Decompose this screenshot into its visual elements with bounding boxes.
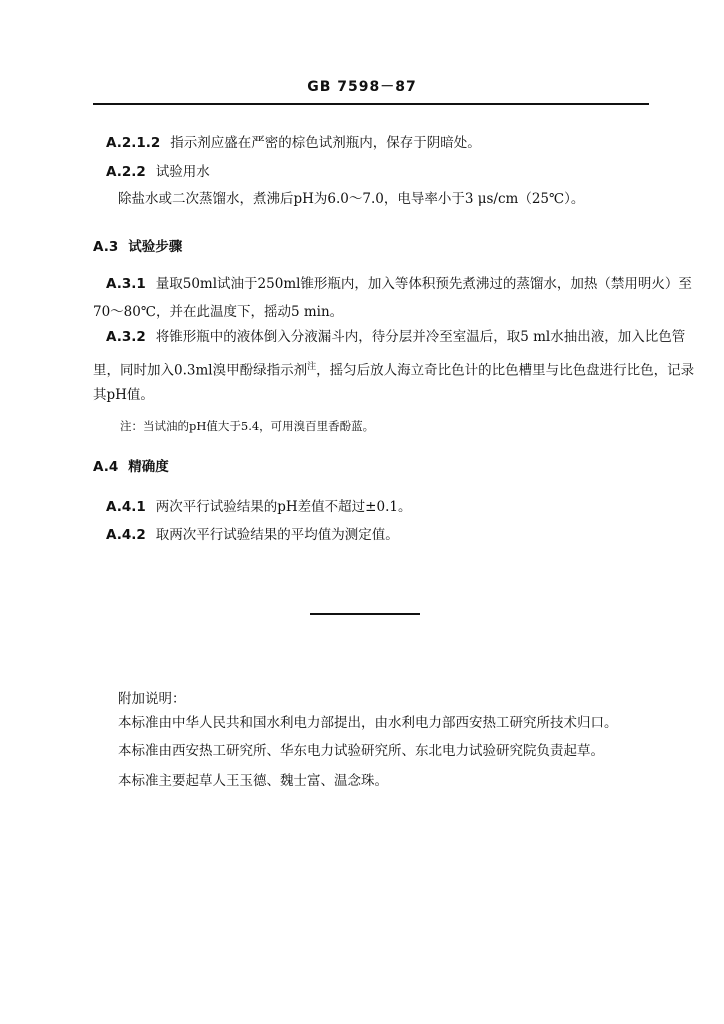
appendix-line: 本标准由中华人民共和国水利电力部提出，由水利电力部西安热工研究所技术归口。 [118, 715, 618, 731]
appendix-line: 本标准由西安热工研究所、华东电力试验研究所、东北电力试验研究院负责起草。 [118, 743, 604, 759]
clause-a31-line1 [106, 274, 692, 294]
clause-text: ，摇匀后放人海立奇比色计的比色槽里与比色盘进行比色，记录 [316, 362, 695, 379]
clause-text: 里，同时加入0.3ml溴甲酚绿指示剂 [93, 362, 308, 379]
section-number: A.3 [93, 239, 119, 255]
clause-number: A.3.2 [106, 329, 146, 345]
section-title: 精确度 [128, 459, 169, 475]
clause-number: A.2.2 [106, 164, 146, 180]
clause-a32-line2 [93, 357, 694, 381]
appendix-line: 本标准主要起草人王玉德、魏士富、温念珠。 [118, 773, 388, 789]
section-a3-heading [93, 237, 182, 257]
clause-a32-line1 [106, 327, 685, 347]
clause-a32-line3: 其pH值。 [93, 387, 154, 403]
clause-a22-heading [106, 162, 210, 182]
note-text: 注：当试油的pH值大于5.4，可用溴百里香酚蓝。 [120, 419, 375, 433]
section-title: 试验步骤 [128, 239, 183, 255]
header-rule [93, 103, 649, 105]
end-rule [310, 613, 420, 615]
clause-a31-line2: 70～80℃，并在此温度下，摇动5 min。 [93, 304, 344, 320]
clause-a41 [106, 497, 411, 517]
clause-number: A.3.1 [106, 276, 146, 292]
clause-text: 将锥形瓶中的液体倒入分液漏斗内，待分层并冷至室温后，取5 ml水抽出液，加入比色管 [155, 329, 686, 345]
clause-a42 [106, 525, 399, 545]
clause-text: 指示剂应盛在严密的棕色试剂瓶内，保存于阴暗处。 [170, 135, 481, 151]
note-marker: 注 [307, 362, 317, 372]
section-number: A.4 [93, 459, 119, 475]
clause-number: A.4.2 [106, 527, 146, 543]
clause-text: 取两次平行试验结果的平均值为测定值。 [155, 527, 399, 543]
clause-text: 量取50ml试油于250ml锥形瓶内，加入等体积预先煮沸过的蒸馏水，加热（禁用明火）至 [155, 276, 692, 292]
appendix-title: 附加说明： [118, 691, 186, 707]
standard-code: GB 7598－87 [307, 79, 417, 95]
clause-number: A.2.1.2 [106, 135, 161, 151]
section-a4-heading [93, 457, 169, 477]
clause-title: 试验用水 [155, 164, 210, 180]
clause-a22-text: 除盐水或二次蒸馏水，煮沸后pH为6.0～7.0，电导率小于3 μs/cm（25℃）。 [118, 191, 585, 207]
clause-a212 [106, 133, 481, 153]
clause-text: 两次平行试验结果的pH差值不超过±0.1。 [155, 499, 412, 515]
clause-number: A.4.1 [106, 499, 146, 515]
